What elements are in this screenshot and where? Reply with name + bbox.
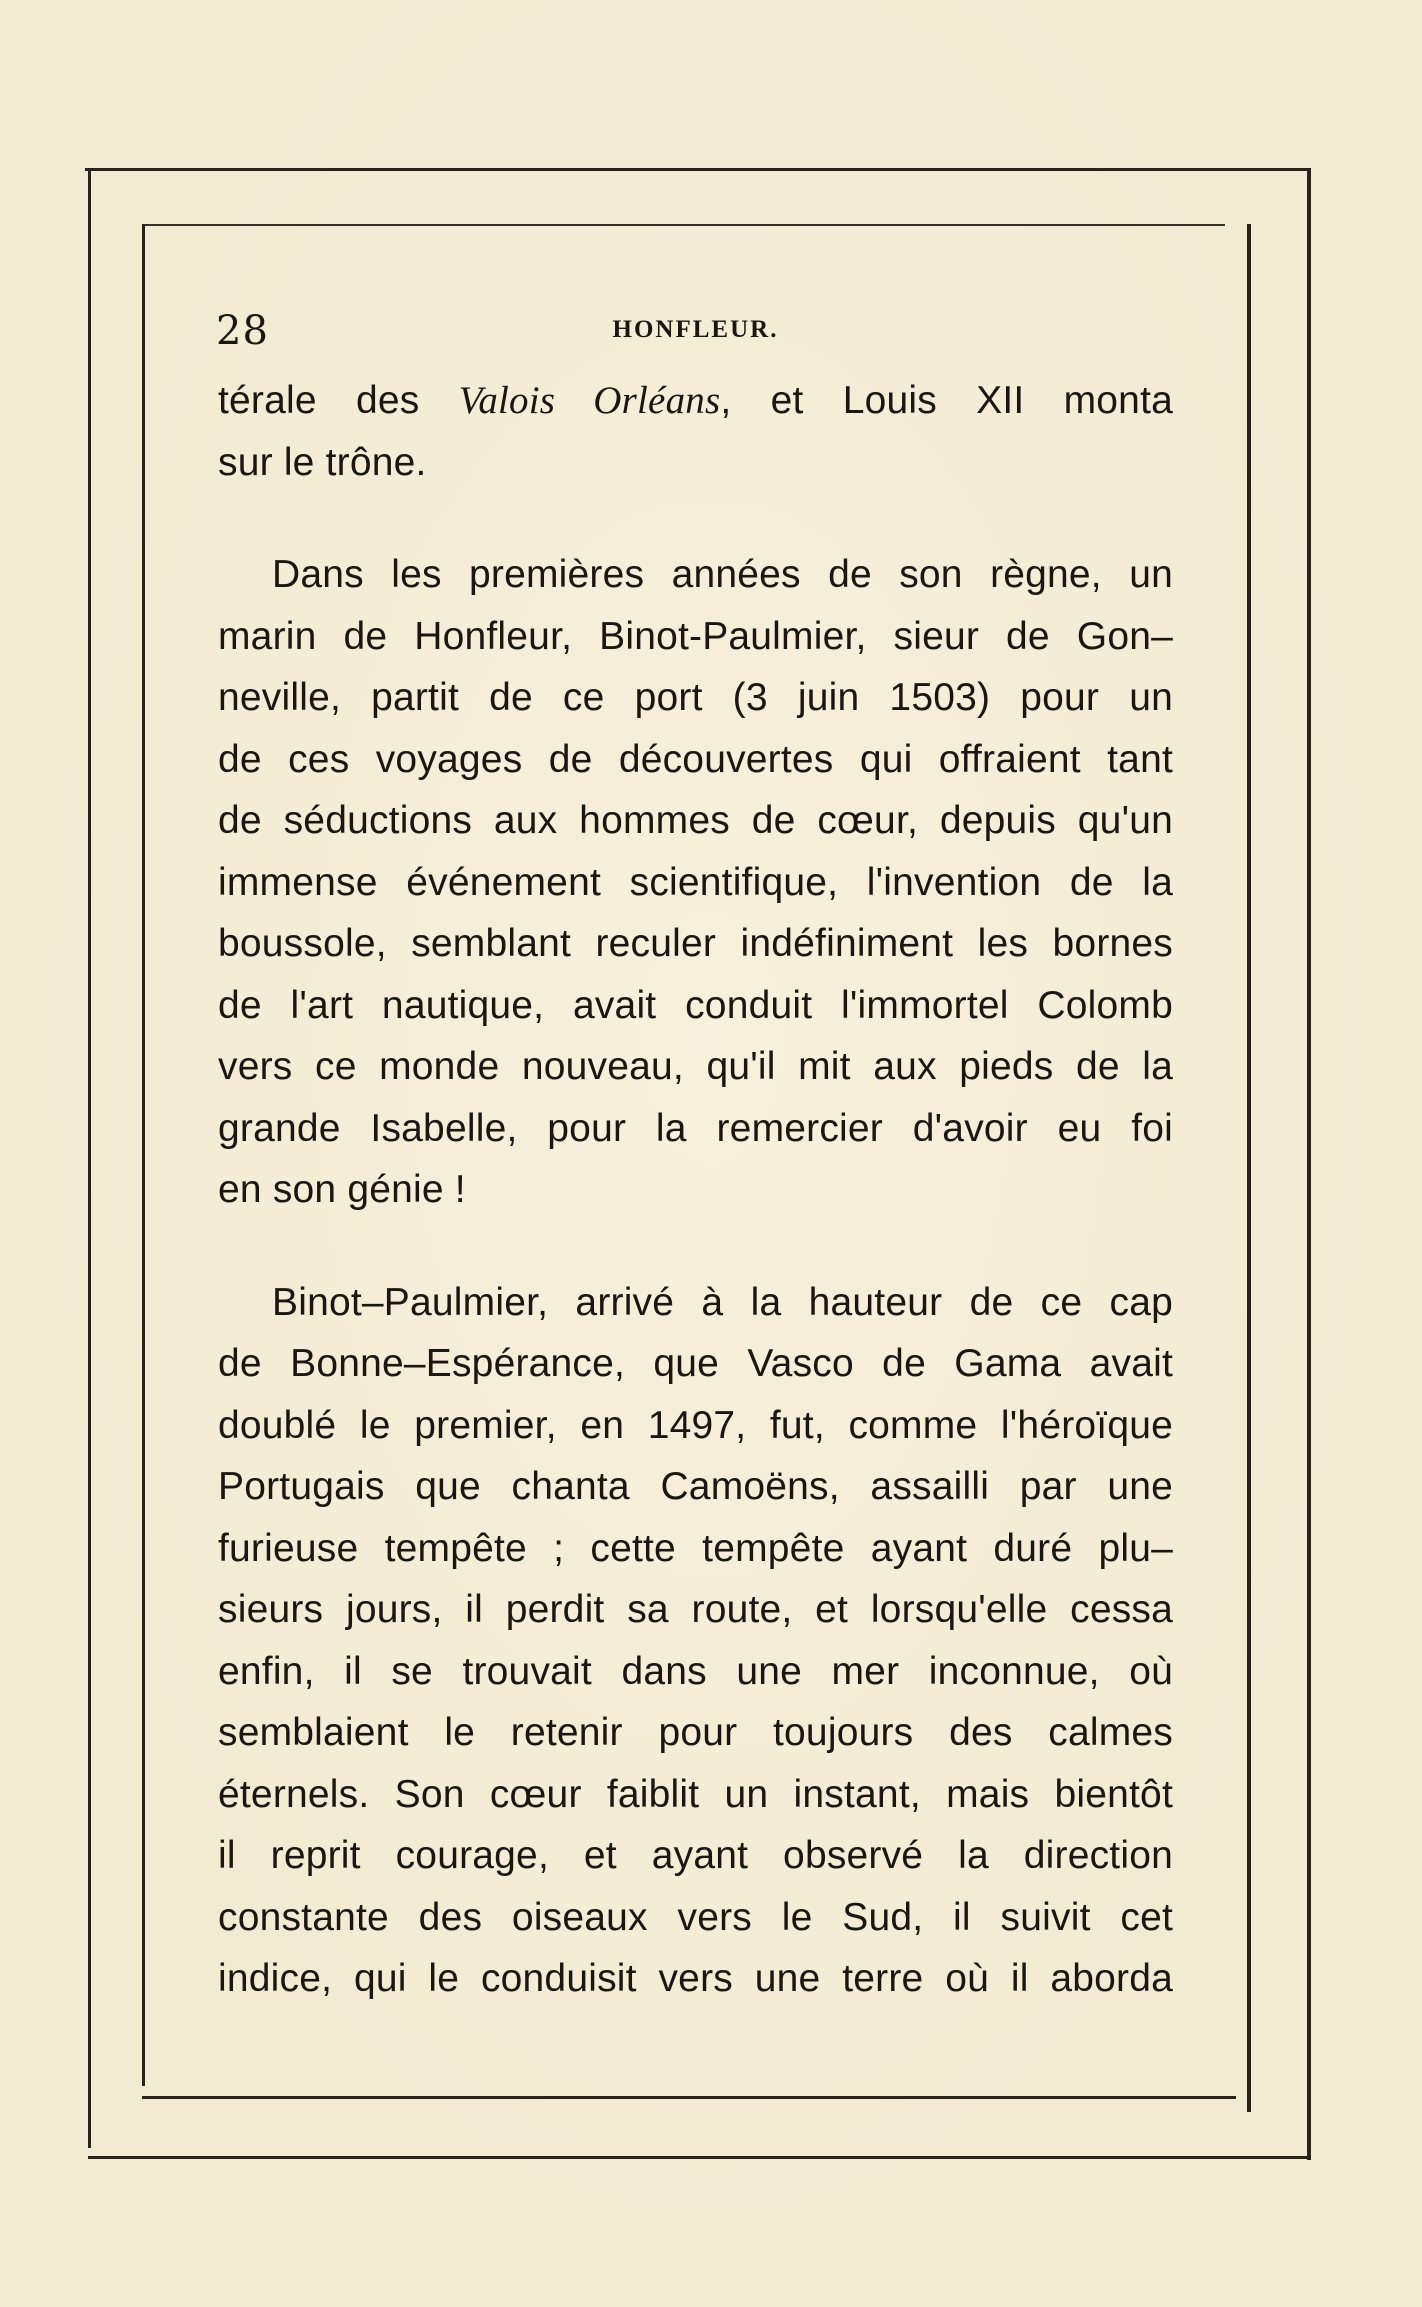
text-line: il reprit courage, et ayant observé la direction (218, 1834, 1173, 1877)
text-run: térale des (218, 379, 459, 422)
paragraph (218, 544, 1173, 1221)
page-header (218, 290, 1173, 370)
text-run: , et Louis XII monta (720, 379, 1173, 422)
paragraph (218, 370, 1173, 493)
paragraph (218, 1272, 1173, 2010)
text-line: boussole, semblant reculer indéfiniment les bornes (218, 922, 1173, 965)
text-line: sur le trône. (218, 440, 427, 484)
text-line: de Bonne–Espérance, que Vasco de Gama avait (218, 1342, 1173, 1385)
inner-frame-right-rule (1247, 224, 1251, 2112)
text-line: en son génie ! (218, 1168, 466, 1211)
text-line: sieurs jours, il perdit sa route, et lorsqu'elle cessa (218, 1588, 1173, 1631)
page-number: 28 (216, 308, 269, 354)
text-line: doublé le premier, en 1497, fut, comme l'héroïque (218, 1403, 1173, 1447)
text-line (218, 370, 1173, 432)
italic-text: Valois Orléans (458, 379, 721, 422)
text-line: semblaient le retenir pour toujours des calmes (218, 1711, 1173, 1754)
text-line: constante des oiseaux vers le Sud, il suivit cet (218, 1895, 1173, 1939)
text-line: Binot–Paulmier, arrivé à la hauteur de ce cap (272, 1280, 1173, 1324)
text-line: vers ce monde nouveau, qu'il mit aux pieds de la (218, 1045, 1173, 1088)
text-line: de séductions aux hommes de cœur, depuis qu'un (218, 799, 1173, 842)
inner-frame-bottom-rule (142, 2096, 1236, 2099)
page-content (218, 290, 1173, 2010)
text-line: indice, qui le conduisit vers une terre où il aborda (218, 1957, 1173, 2000)
outer-frame-top-rule (85, 168, 1311, 171)
text-line: grande Isabelle, pour la remercier d'avoir eu foi (218, 1106, 1173, 1150)
outer-frame-left-rule (88, 168, 91, 2148)
text-line: marin de Honfleur, Binot-Paulmier, sieur de Gon– (218, 614, 1173, 658)
outer-frame-right-rule (1307, 168, 1311, 2160)
text-line: Portugais que chanta Camoëns, assailli par une (218, 1465, 1173, 1508)
inner-frame-left-rule (142, 224, 145, 2086)
body-text (218, 370, 1173, 2010)
text-line: de ces voyages de découvertes qui offraient tant (218, 737, 1173, 781)
text-line: Dans les premières années de son règne, un (272, 553, 1173, 596)
text-line: immense événement scientifique, l'invention de la (218, 860, 1173, 904)
inner-frame-top-rule (143, 224, 1225, 226)
text-line: éternels. Son cœur faiblit un instant, mais bientôt (218, 1772, 1173, 1816)
text-line: furieuse tempête ; cette tempête ayant duré plu– (218, 1526, 1173, 1570)
text-line: de l'art nautique, avait conduit l'immortel Colomb (218, 983, 1173, 1027)
outer-frame-bottom-rule (88, 2156, 1310, 2159)
text-line: enfin, il se trouvait dans une mer inconnue, où (218, 1649, 1173, 1693)
text-line: neville, partit de ce port (3 juin 1503) pour un (218, 676, 1173, 719)
running-head: HONFLEUR. (612, 316, 779, 343)
